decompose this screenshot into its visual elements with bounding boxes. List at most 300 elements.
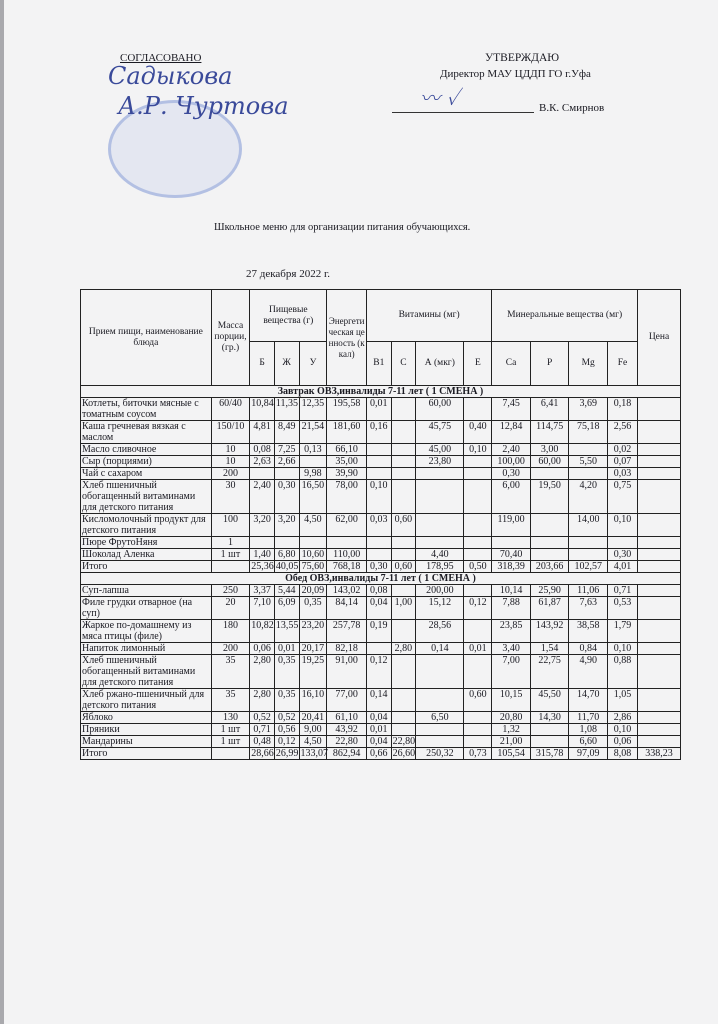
value-cell	[250, 537, 275, 549]
value-cell	[464, 549, 492, 561]
agreed-signature-1: Садыкова	[108, 62, 233, 90]
value-cell: 0,10	[607, 514, 637, 537]
value-cell: 0,30	[274, 480, 299, 514]
value-cell	[391, 620, 416, 643]
value-cell: 38,58	[569, 620, 608, 643]
value-cell: 4,20	[569, 480, 608, 514]
value-cell: 0,35	[299, 597, 327, 620]
value-cell	[638, 456, 681, 468]
header-zh: Ж	[274, 342, 299, 386]
value-cell	[416, 655, 464, 689]
value-cell: 5,50	[569, 456, 608, 468]
director-name: В.К. Смирнов	[539, 102, 605, 114]
value-cell	[530, 724, 569, 736]
dish-name-cell: Пряники	[81, 724, 212, 736]
value-cell: 60,00	[530, 456, 569, 468]
header-c: C	[391, 342, 416, 386]
value-cell: 1,79	[607, 620, 637, 643]
value-cell: 0,60	[391, 514, 416, 537]
value-cell	[464, 398, 492, 421]
value-cell: 75,60	[299, 561, 327, 573]
value-cell: 5,44	[274, 585, 299, 597]
value-cell: 40,05	[275, 561, 299, 572]
value-cell: 0,66	[366, 748, 391, 760]
value-cell: 1 шт	[211, 724, 250, 736]
value-cell	[638, 620, 681, 643]
table-row	[81, 736, 681, 748]
value-cell: 2,80	[250, 655, 275, 689]
value-cell: 0,35	[274, 655, 299, 689]
value-cell: 35,00	[327, 456, 367, 468]
value-cell	[391, 655, 416, 689]
value-cell: 35	[211, 655, 250, 689]
value-cell: 1,40	[250, 549, 275, 561]
value-cell: 25,36	[251, 561, 274, 572]
value-cell	[391, 724, 416, 736]
value-cell	[464, 620, 492, 643]
value-cell	[416, 689, 464, 712]
value-cell: 0,12	[274, 736, 299, 748]
value-cell	[391, 585, 416, 597]
value-cell	[638, 585, 681, 597]
value-cell	[274, 537, 299, 549]
value-cell: 1,00	[391, 597, 416, 620]
agreed-signature-2: А.Р. Чуртова	[118, 92, 289, 120]
dish-name-cell: Котлеты, биточки мясные с томатным соусом	[81, 398, 212, 421]
value-cell: 0,18	[607, 398, 637, 421]
value-cell: 1,08	[569, 724, 608, 736]
value-cell: 0,10	[464, 444, 492, 456]
dish-name-cell: Пюре ФрутоНяня	[81, 537, 212, 549]
header-ca: Ca	[492, 342, 531, 386]
value-cell	[391, 421, 416, 444]
value-cell: 0,14	[416, 643, 464, 655]
value-cell: 0,12	[464, 597, 492, 620]
value-cell	[638, 724, 681, 736]
value-cell	[416, 468, 464, 480]
value-cell: 0,01	[366, 724, 391, 736]
agreed-heading: СОГЛАСОВАНО	[120, 52, 202, 64]
value-cell: 3,20	[250, 514, 275, 537]
value-cell	[464, 585, 492, 597]
value-cell	[530, 514, 569, 537]
value-cell: 6,41	[530, 398, 569, 421]
value-cell: 2,80	[250, 689, 275, 712]
value-cell	[569, 537, 608, 549]
header-vitamins: Витамины (мг)	[366, 290, 491, 342]
value-cell: 0,08	[366, 585, 391, 597]
value-cell: 768,18	[327, 561, 367, 573]
value-cell: 0,71	[250, 724, 275, 736]
value-cell	[274, 468, 299, 480]
value-cell: 16,10	[299, 689, 327, 712]
value-cell: 200	[211, 643, 250, 655]
value-cell	[638, 398, 681, 421]
value-cell	[366, 468, 391, 480]
value-cell: 21,00	[492, 736, 531, 748]
value-cell: 10,15	[492, 689, 531, 712]
value-cell: 110,00	[327, 549, 367, 561]
value-cell: 2,86	[607, 712, 637, 724]
value-cell: 1,05	[607, 689, 637, 712]
value-cell: 143,92	[530, 620, 569, 643]
value-cell: 35	[211, 689, 250, 712]
value-cell	[638, 643, 681, 655]
value-cell: 200,00	[416, 585, 464, 597]
value-cell: 20	[211, 597, 250, 620]
value-cell: 203,66	[530, 561, 569, 573]
value-cell	[211, 748, 250, 760]
header-meal: Прием пищи, наименование блюда	[81, 290, 212, 386]
value-cell: 12,84	[492, 421, 531, 444]
value-cell: 10,14	[492, 585, 531, 597]
value-cell	[211, 561, 250, 573]
value-cell	[638, 480, 681, 514]
value-cell: 8,08	[607, 748, 637, 760]
value-cell: 12,35	[299, 398, 327, 421]
value-cell: 180	[211, 620, 250, 643]
value-cell: 200	[211, 468, 250, 480]
value-cell	[638, 549, 681, 561]
value-cell: 0,50	[464, 561, 492, 573]
value-cell	[391, 712, 416, 724]
menu-table	[80, 289, 681, 760]
value-cell: 114,75	[530, 421, 569, 444]
section-header-row	[81, 573, 681, 585]
value-cell: 6,09	[274, 597, 299, 620]
value-cell	[416, 736, 464, 748]
value-cell	[638, 689, 681, 712]
value-cell: 0,02	[607, 444, 637, 456]
value-cell	[638, 712, 681, 724]
value-cell: 61,10	[327, 712, 367, 724]
value-cell: 7,00	[492, 655, 531, 689]
table-row	[81, 643, 681, 655]
value-cell: 0,60	[391, 561, 416, 573]
value-cell	[464, 712, 492, 724]
value-cell	[464, 736, 492, 748]
value-cell: 250,32	[416, 748, 464, 760]
value-cell	[638, 736, 681, 748]
value-cell	[638, 561, 681, 573]
value-cell: 22,75	[530, 655, 569, 689]
value-cell: 2,63	[250, 456, 275, 468]
value-cell: 23,20	[299, 620, 327, 643]
value-cell	[530, 468, 569, 480]
value-cell: 30	[211, 480, 250, 514]
value-cell: 3,69	[569, 398, 608, 421]
value-cell: 0,71	[607, 585, 637, 597]
value-cell: 15,12	[416, 597, 464, 620]
value-cell	[366, 456, 391, 468]
table-row	[81, 620, 681, 643]
value-cell: 257,78	[327, 620, 367, 643]
value-cell: 23,80	[416, 456, 464, 468]
value-cell	[530, 736, 569, 748]
dish-name-cell: Каша гречневая вязкая с маслом	[81, 421, 212, 444]
value-cell	[366, 537, 391, 549]
dish-name-cell: Яблоко	[81, 712, 212, 724]
table-row	[81, 537, 681, 549]
value-cell: 100	[211, 514, 250, 537]
value-cell: 28,66	[251, 748, 274, 759]
value-cell: 43,92	[327, 724, 367, 736]
value-cell: 19,50	[530, 480, 569, 514]
value-cell: 0,16	[366, 421, 391, 444]
value-cell: 39,90	[327, 468, 367, 480]
value-cell: 14,70	[569, 689, 608, 712]
value-cell: 315,78	[530, 748, 569, 760]
value-cell: 78,00	[327, 480, 367, 514]
value-cell: 7,25	[274, 444, 299, 456]
value-cell: 2,80	[391, 643, 416, 655]
header-energy: Энергетическая ценность (ккал)	[327, 290, 367, 386]
value-cell: 0,30	[607, 549, 637, 561]
value-cell	[492, 537, 531, 549]
value-cell: 0,73	[464, 748, 492, 760]
header-b1: B1	[366, 342, 391, 386]
value-cell: 0,13	[299, 444, 327, 456]
value-cell	[366, 444, 391, 456]
value-cell: 0,04	[366, 712, 391, 724]
value-cell	[530, 537, 569, 549]
dish-name-cell: Итого	[81, 748, 212, 760]
value-cell: 6,00	[492, 480, 531, 514]
value-cell: 6,50	[416, 712, 464, 724]
value-cell: 8,49	[274, 421, 299, 444]
value-cell: 0,06	[250, 643, 275, 655]
value-cell	[464, 655, 492, 689]
dish-name-cell: Масло сливочное	[81, 444, 212, 456]
value-cell: 0,48	[250, 736, 275, 748]
value-cell: 22,80	[327, 736, 367, 748]
value-cell	[638, 597, 681, 620]
value-cell: 3,37	[250, 585, 275, 597]
approve-heading: УТВЕРЖДАЮ	[485, 52, 560, 64]
value-cell: 10	[211, 444, 250, 456]
value-cell: 4,81	[250, 421, 275, 444]
table-row	[81, 444, 681, 456]
section-header-row	[81, 386, 681, 398]
value-cell	[464, 537, 492, 549]
value-cell: 21,54	[299, 421, 327, 444]
value-cell: 0,14	[366, 689, 391, 712]
value-cell: 100,00	[492, 456, 531, 468]
header-price: Цена	[638, 290, 681, 386]
value-cell: 16,50	[299, 480, 327, 514]
header-mass: Масса порции, (гр.)	[211, 290, 250, 386]
total-row	[81, 748, 681, 760]
menu-table-body	[81, 386, 681, 760]
value-cell: 20,17	[299, 643, 327, 655]
header-p: P	[530, 342, 569, 386]
value-cell: 0,10	[607, 724, 637, 736]
value-cell: 0,12	[366, 655, 391, 689]
value-cell: 23,85	[492, 620, 531, 643]
value-cell: 1 шт	[211, 736, 250, 748]
dish-name-cell: Кисломолочный продукт для детского питания	[81, 514, 212, 537]
table-row	[81, 468, 681, 480]
document-title: Школьное меню для организации питания обучающихся.	[214, 222, 471, 233]
value-cell: 66,10	[327, 444, 367, 456]
value-cell: 0,03	[607, 468, 637, 480]
value-cell: 143,02	[327, 585, 367, 597]
dish-name-cell: Сыр (порциями)	[81, 456, 212, 468]
value-cell: 60,00	[416, 398, 464, 421]
value-cell: 105,54	[492, 748, 531, 760]
value-cell: 14,00	[569, 514, 608, 537]
value-cell: 61,87	[530, 597, 569, 620]
value-cell: 2,40	[250, 480, 275, 514]
table-row	[81, 655, 681, 689]
value-cell: 84,14	[327, 597, 367, 620]
value-cell	[569, 549, 608, 561]
value-cell: 6,60	[569, 736, 608, 748]
value-cell: 0,75	[607, 480, 637, 514]
document-date: 27 декабря 2022 г.	[246, 268, 330, 280]
dish-name-cell: Жаркое по-домашнему из мяса птицы (филе)	[81, 620, 212, 643]
table-row	[81, 689, 681, 712]
value-cell	[607, 537, 637, 549]
value-cell	[638, 537, 681, 549]
value-cell: 20,41	[299, 712, 327, 724]
value-cell	[416, 537, 464, 549]
value-cell: 7,63	[569, 597, 608, 620]
value-cell: 0,04	[366, 597, 391, 620]
value-cell	[416, 480, 464, 514]
value-cell	[638, 444, 681, 456]
header-e: Е	[464, 342, 492, 386]
value-cell	[416, 514, 464, 537]
value-cell: 7,10	[250, 597, 275, 620]
value-cell	[391, 444, 416, 456]
value-cell: 0,10	[366, 480, 391, 514]
value-cell	[638, 514, 681, 537]
dish-name-cell: Хлеб пшеничный обогащенный витаминами для детского питания	[81, 655, 212, 689]
value-cell: 1	[211, 537, 250, 549]
value-cell	[638, 468, 681, 480]
value-cell	[391, 689, 416, 712]
value-cell: 0,53	[607, 597, 637, 620]
value-cell: 3,20	[274, 514, 299, 537]
value-cell: 150/10	[211, 421, 250, 444]
value-cell: 28,56	[416, 620, 464, 643]
director-signature: 〰 ✓	[420, 86, 460, 110]
value-cell: 70,40	[492, 549, 531, 561]
table-row	[81, 480, 681, 514]
value-cell: 20,80	[492, 712, 531, 724]
value-cell: 0,30	[366, 561, 391, 573]
dish-name-cell: Итого	[81, 561, 212, 573]
value-cell: 82,18	[327, 643, 367, 655]
dish-name-cell: Филе грудки отварное (на суп)	[81, 597, 212, 620]
value-cell	[638, 655, 681, 689]
value-cell: 3,40	[492, 643, 531, 655]
value-cell: 10,60	[299, 549, 327, 561]
dish-name-cell: Хлеб пшеничный обогащенный витаминами для детского питания	[81, 480, 212, 514]
value-cell: 0,07	[607, 456, 637, 468]
value-cell: 0,01	[274, 643, 299, 655]
value-cell: 77,00	[327, 689, 367, 712]
value-cell	[464, 724, 492, 736]
value-cell: 45,00	[416, 444, 464, 456]
table-row	[81, 585, 681, 597]
value-cell: 0,01	[366, 398, 391, 421]
dish-name-cell: Напиток лимонный	[81, 643, 212, 655]
value-cell: 11,70	[569, 712, 608, 724]
value-cell	[464, 480, 492, 514]
value-cell	[391, 468, 416, 480]
value-cell: 9,98	[299, 468, 327, 480]
value-cell: 178,95	[416, 561, 464, 573]
value-cell: 60/40	[211, 398, 250, 421]
value-cell	[391, 480, 416, 514]
value-cell: 0,01	[464, 643, 492, 655]
value-cell: 181,60	[327, 421, 367, 444]
value-cell: 45,75	[416, 421, 464, 444]
value-cell: 1 шт	[211, 549, 250, 561]
value-cell: 119,00	[492, 514, 531, 537]
value-cell: 10,84	[250, 398, 275, 421]
dish-name-cell: Хлеб ржано-пшеничный для детского питания	[81, 689, 212, 712]
value-cell: 1,54	[530, 643, 569, 655]
table-row	[81, 724, 681, 736]
value-cell: 10,82	[250, 620, 275, 643]
value-cell: 9,00	[299, 724, 327, 736]
value-cell: 4,40	[416, 549, 464, 561]
dish-name-cell: Чай с сахаром	[81, 468, 212, 480]
value-cell: 10	[211, 456, 250, 468]
table-row	[81, 597, 681, 620]
value-cell: 4,50	[299, 514, 327, 537]
value-cell	[464, 514, 492, 537]
value-cell: 2,40	[492, 444, 531, 456]
value-cell: 26,60	[392, 748, 416, 759]
header-fe: Fe	[607, 342, 637, 386]
header-minerals: Минеральные вещества (мг)	[492, 290, 638, 342]
value-cell	[250, 468, 275, 480]
value-cell: 0,03	[366, 514, 391, 537]
value-cell: 2,66	[274, 456, 299, 468]
total-row	[81, 561, 681, 573]
value-cell: 250	[211, 585, 250, 597]
dish-name-cell: Суп-лапша	[81, 585, 212, 597]
value-cell: 11,35	[274, 398, 299, 421]
value-cell: 7,88	[492, 597, 531, 620]
value-cell	[391, 549, 416, 561]
value-cell: 26,99	[275, 748, 299, 759]
section-title: Завтрак ОВЗ,инвалиды 7-11 лет ( 1 СМЕНА )	[81, 386, 681, 398]
table-row	[81, 456, 681, 468]
value-cell: 0,52	[250, 712, 275, 724]
value-cell: 6,80	[274, 549, 299, 561]
value-cell: 4,90	[569, 655, 608, 689]
value-cell: 2,56	[607, 421, 637, 444]
value-cell: 1,32	[492, 724, 531, 736]
value-cell	[569, 468, 608, 480]
value-cell: 318,39	[492, 561, 531, 573]
header-a: А (мкг)	[416, 342, 464, 386]
header-mg: Mg	[569, 342, 608, 386]
header-nutrients: Пищевые вещества (г)	[250, 290, 327, 342]
value-cell: 130	[211, 712, 250, 724]
section-title: Обед ОВЗ,инвалиды 7-11 лет ( 1 СМЕНА )	[81, 573, 681, 585]
value-cell: 338,23	[638, 748, 681, 760]
value-cell	[327, 537, 367, 549]
value-cell: 0,06	[607, 736, 637, 748]
value-cell	[366, 643, 391, 655]
value-cell: 0,60	[464, 689, 492, 712]
